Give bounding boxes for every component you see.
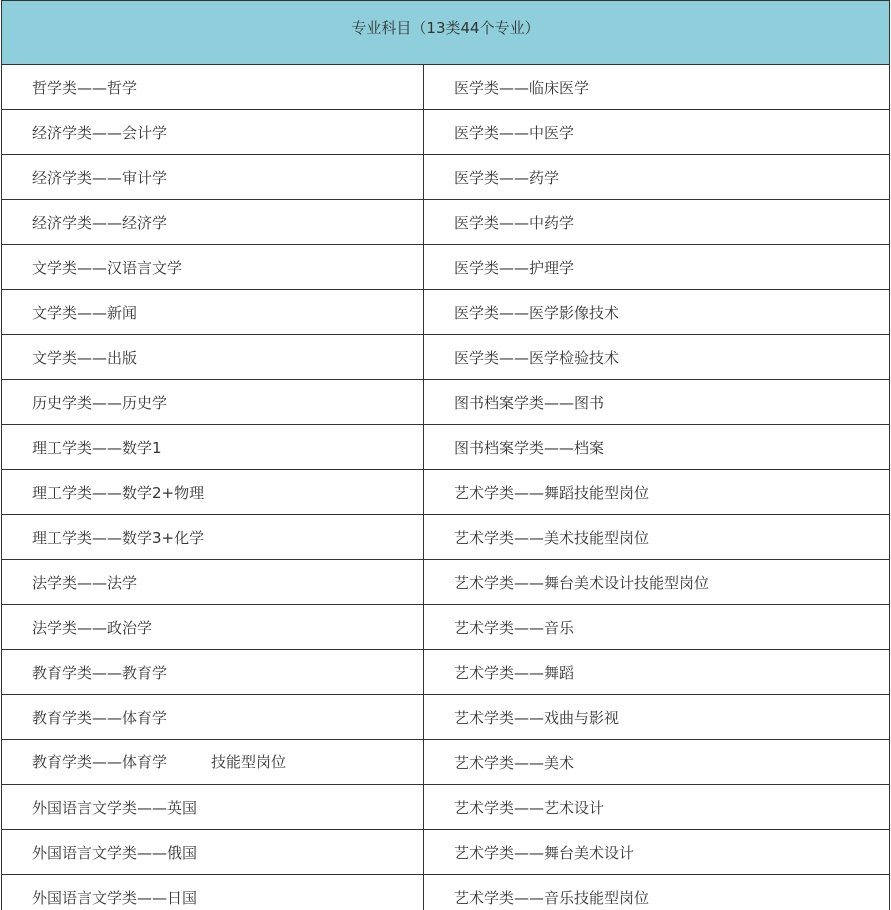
left-cell: 文学类——新闻 xyxy=(2,290,424,335)
table-row xyxy=(2,65,890,110)
table-row xyxy=(2,830,890,875)
left-cell: 外国语言文学类——英国 xyxy=(2,785,424,830)
table-row xyxy=(2,515,890,560)
right-cell: 医学类——医学影像技术 xyxy=(424,290,890,335)
left-cell: 文学类——出版 xyxy=(2,335,424,380)
right-cell: 艺术学类——美术 xyxy=(424,740,890,785)
right-cell: 医学类——医学检验技术 xyxy=(424,335,890,380)
left-cell: 教育学类——教育学 xyxy=(2,650,424,695)
table-title: 专业科目（13类44个专业） xyxy=(2,1,890,65)
subjects-table xyxy=(1,0,890,910)
table-row xyxy=(2,200,890,245)
right-cell: 医学类——中医学 xyxy=(424,110,890,155)
left-cell-extra-note: 技能型岗位 xyxy=(211,753,287,771)
left-cell xyxy=(2,740,424,785)
table-row xyxy=(2,875,890,910)
right-cell: 艺术学类——舞台美术设计 xyxy=(424,830,890,875)
table-row xyxy=(2,110,890,155)
right-cell: 艺术学类——舞蹈技能型岗位 xyxy=(424,470,890,515)
table-row xyxy=(2,695,890,740)
left-cell: 哲学类——哲学 xyxy=(2,65,424,110)
left-cell: 教育学类——体育学 xyxy=(2,695,424,740)
right-cell: 图书档案学类——图书 xyxy=(424,380,890,425)
left-cell: 外国语言文学类——俄国 xyxy=(2,830,424,875)
left-cell: 理工学类——数学3+化学 xyxy=(2,515,424,560)
table-row xyxy=(2,470,890,515)
right-cell: 医学类——临床医学 xyxy=(424,65,890,110)
table-row xyxy=(2,290,890,335)
table-row xyxy=(2,605,890,650)
right-cell: 艺术学类——艺术设计 xyxy=(424,785,890,830)
table-row xyxy=(2,155,890,200)
left-cell: 经济学类——经济学 xyxy=(2,200,424,245)
right-cell: 图书档案学类——档案 xyxy=(424,425,890,470)
right-cell: 艺术学类——美术技能型岗位 xyxy=(424,515,890,560)
table-row xyxy=(2,740,890,785)
right-cell: 医学类——护理学 xyxy=(424,245,890,290)
right-cell: 医学类——中药学 xyxy=(424,200,890,245)
table-row xyxy=(2,650,890,695)
left-cell: 经济学类——审计学 xyxy=(2,155,424,200)
left-cell: 经济学类——会计学 xyxy=(2,110,424,155)
right-cell: 艺术学类——音乐技能型岗位 xyxy=(424,875,890,910)
left-cell: 理工学类——数学1 xyxy=(2,425,424,470)
left-cell-label: 教育学类——体育学 xyxy=(32,753,168,771)
table-header-row xyxy=(2,1,890,65)
left-cell: 文学类——汉语言文学 xyxy=(2,245,424,290)
left-cell: 法学类——法学 xyxy=(2,560,424,605)
table-row xyxy=(2,380,890,425)
right-cell: 艺术学类——戏曲与影视 xyxy=(424,695,890,740)
left-cell: 历史学类——历史学 xyxy=(2,380,424,425)
left-cell: 法学类——政治学 xyxy=(2,605,424,650)
table-row xyxy=(2,425,890,470)
right-cell: 医学类——药学 xyxy=(424,155,890,200)
table-row xyxy=(2,785,890,830)
left-cell: 外国语言文学类——日国 xyxy=(2,875,424,910)
table-row xyxy=(2,245,890,290)
right-cell: 艺术学类——舞台美术设计技能型岗位 xyxy=(424,560,890,605)
right-cell: 艺术学类——舞蹈 xyxy=(424,650,890,695)
table-row xyxy=(2,335,890,380)
table-row xyxy=(2,560,890,605)
left-cell: 理工学类——数学2+物理 xyxy=(2,470,424,515)
right-cell: 艺术学类——音乐 xyxy=(424,605,890,650)
